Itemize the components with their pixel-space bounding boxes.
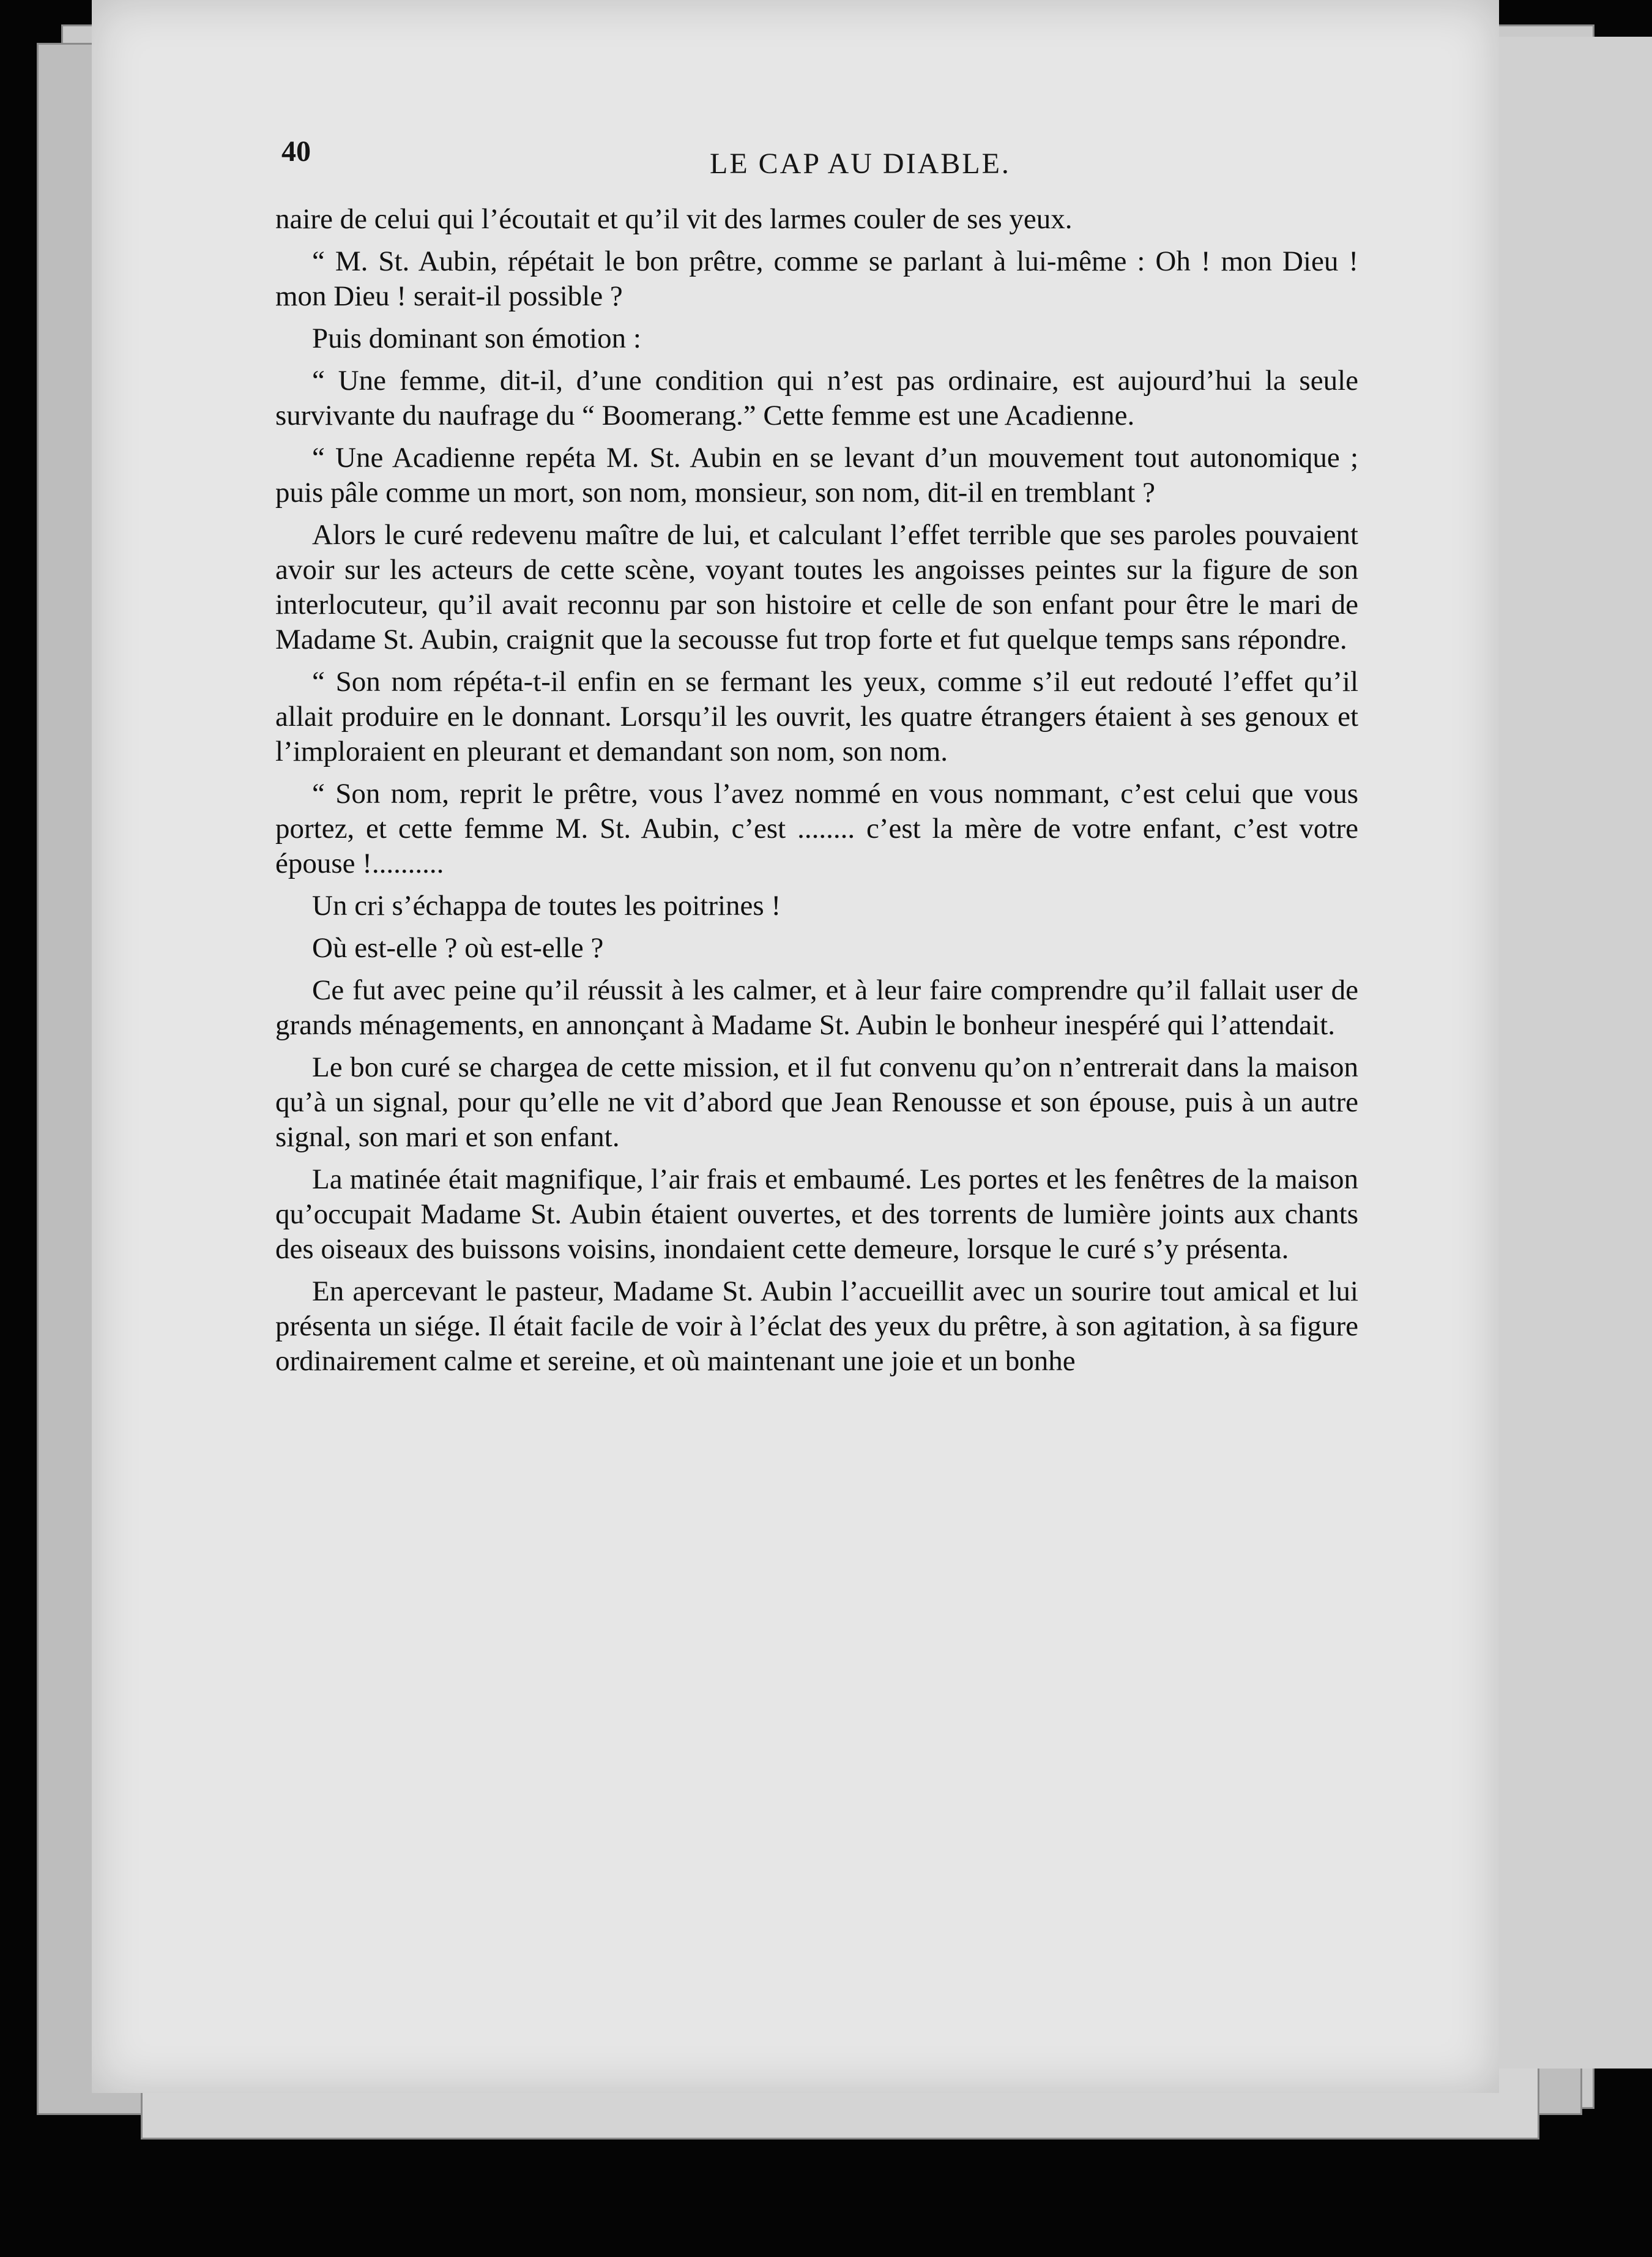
paragraph: “ M. St. Aubin, répétait le bon prêtre, comme se parlant à lui-même : Oh ! mon Dieu ! mon Dieu ! serait-il possible ? bbox=[275, 245, 1358, 312]
paragraph: Alors le curé redevenu maître de lui, et calculant l’effet terrible que ses paroles pouvaient avoir sur les acteurs de cette scène, voyant toutes les angoisses peintes sur la figure de son interlocuteur, qu’il avait reconnu par son histoire et celle de son enfant pour être le mari de Madame St. Aubin, craignit que la secousse fut trop forte et fut quelque temps sans répondre. bbox=[275, 519, 1358, 655]
paragraph: “ Une femme, dit-il, d’une condition qui n’est pas ordinaire, est aujourd’hui la seule survivante du naufrage du “ Boomerang.” Cette femme est une Acadienne. bbox=[275, 365, 1358, 431]
page-header bbox=[281, 135, 1383, 184]
paragraph: La matinée était magnifique, l’air frais et embaumé. Les portes et les fenêtres de la maison qu’occupait Madame St. Aubin étaient ouvertes, et des torrents de lumière joints aux chants des oiseaux des buissons voisins, inondaient cette demeure, lorsque le curé s’y présenta. bbox=[275, 1163, 1358, 1265]
paragraph: “ Son nom répéta-t-il enfin en se fermant les yeux, comme s’il eut redouté l’effet qu’il allait produire en le donnant. Lorsqu’il les ouvrit, les quatre étrangers étaient à ses genoux et l’imploraient en pleurant et demandant son nom, son nom. bbox=[275, 666, 1358, 767]
body-text bbox=[275, 202, 1358, 1386]
paragraph: naire de celui qui l’écoutait et qu’il vit des larmes couler de ses yeux. bbox=[275, 203, 1073, 235]
paragraph: “ Son nom, reprit le prêtre, vous l’avez nommé en vous nommant, c’est celui que vous portez, et cette femme M. St. Aubin, c’est ........ c’est la mère de votre enfant, c’est votre épouse !.......... bbox=[275, 778, 1358, 879]
paragraph: En apercevant le pasteur, Madame St. Aubin l’accueillit avec un sourire tout amical et lui présenta un siége. Il était facile de voir à l’éclat des yeux du prêtre, à son agitation, à sa figure ordinairement calme et sereine, et où maintenant une joie et un bonhe bbox=[275, 1275, 1358, 1377]
paragraph: Puis dominant son émotion : bbox=[312, 323, 641, 354]
paragraph: Le bon curé se chargea de cette mission, et il fut convenu qu’on n’entrerait dans la maison qu’à un signal, pour qu’elle ne vit d’abord que Jean Renousse et son épouse, puis à un autre signal, son mari et son enfant. bbox=[275, 1051, 1358, 1153]
paragraph: Où est-elle ? où est-elle ? bbox=[312, 932, 604, 964]
running-title: LE CAP AU DIABLE. bbox=[710, 147, 1011, 180]
paragraph: “ Une Acadienne repéta M. St. Aubin en se levant d’un mouvement tout autonomique ; puis pâle comme un mort, son nom, monsieur, son nom, dit-il en tremblant ? bbox=[275, 442, 1358, 509]
paragraph: Ce fut avec peine qu’il réussit à les calmer, et à leur faire comprendre qu’il fallait user de grands ménagements, en annonçant à Madame St. Aubin le bonheur inespéré qui l’attendait. bbox=[275, 974, 1358, 1041]
paragraph: Un cri s’échappa de toutes les poitrines ! bbox=[312, 890, 781, 922]
page-edge-right bbox=[1493, 37, 1652, 2069]
page-number: 40 bbox=[281, 135, 311, 168]
